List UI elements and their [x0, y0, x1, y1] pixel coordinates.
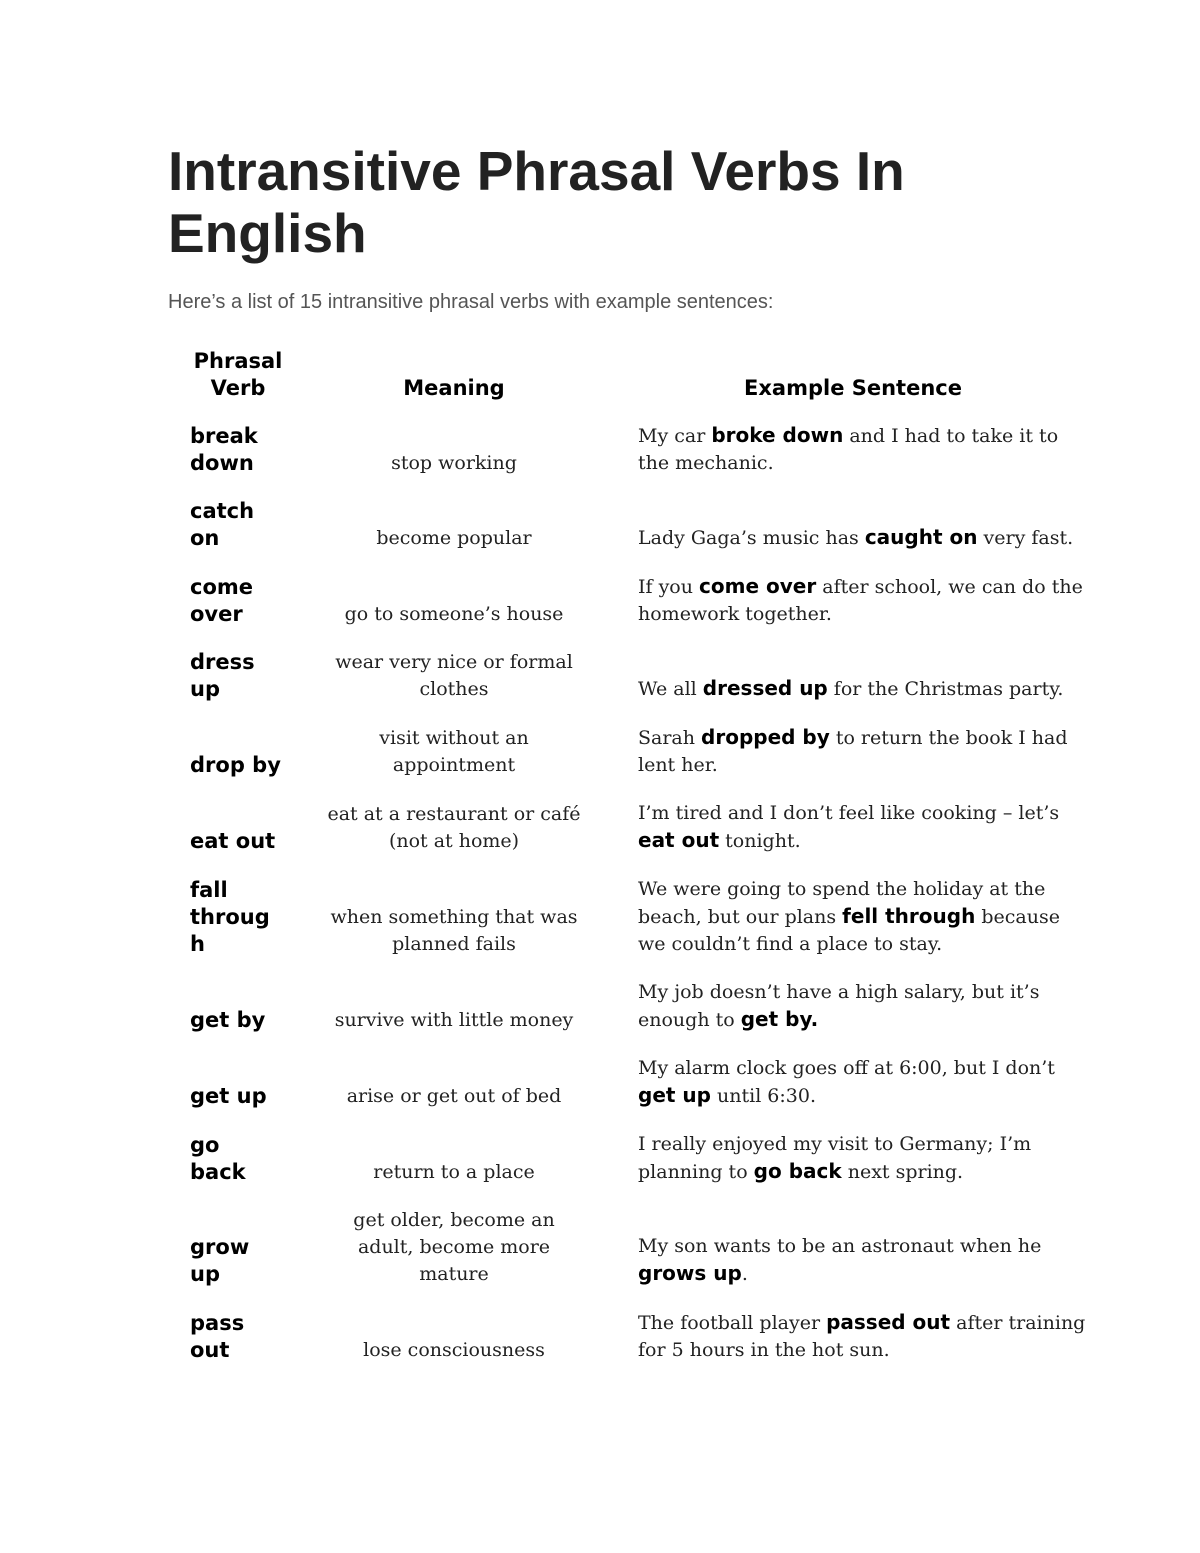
- example-cell: [614, 979, 1092, 1055]
- verb-cell: [182, 498, 294, 573]
- meaning-cell: [294, 1131, 614, 1207]
- example-text: [638, 573, 1092, 628]
- example-phrasal-verb: dropped by: [701, 725, 830, 749]
- header-phrasal-verb: [182, 348, 294, 422]
- example-after: because we couldn’t find a place to stay.: [638, 906, 1060, 955]
- example-cell: [614, 1055, 1092, 1131]
- header-phrasal-verb-label: Phrasal Verb: [193, 349, 283, 400]
- example-after: .: [741, 1263, 748, 1285]
- example-phrasal-verb: eat out: [638, 828, 720, 852]
- verb-text: pass out: [190, 1311, 245, 1362]
- example-before: We all: [638, 678, 703, 700]
- table-row: [182, 800, 1092, 876]
- verb-text: get by: [190, 1008, 266, 1032]
- verb-text: fall through: [190, 878, 270, 956]
- page-title: Intransitive Phrasal Verbs In English: [168, 140, 905, 264]
- example-text: [638, 979, 1092, 1034]
- meaning-text: visit without an appointment: [379, 727, 529, 776]
- example-text: [638, 876, 1092, 958]
- verb-cell: [182, 979, 294, 1055]
- example-cell: [614, 800, 1092, 876]
- verb-text: break down: [190, 424, 258, 475]
- example-after: tonight.: [719, 830, 801, 852]
- example-phrasal-verb: broke down: [711, 423, 844, 447]
- example-before: I’m tired and I don’t feel like cooking – let’s: [638, 802, 1060, 824]
- example-text: [638, 724, 1092, 779]
- verb-cell: [182, 724, 294, 800]
- example-cell: [614, 1131, 1092, 1207]
- verb-cell: [182, 800, 294, 876]
- meaning-text: go to someone’s house: [344, 603, 564, 625]
- example-before: If you: [638, 576, 700, 598]
- example-text: [638, 675, 1092, 703]
- example-before: We were going to spend the holiday at the beach, but our plans: [638, 878, 1046, 928]
- page-subtitle: Here’s a list of 15 intransitive phrasal verbs with example sentences:: [168, 291, 774, 313]
- table-row: [182, 573, 1092, 649]
- meaning-cell: [294, 724, 614, 800]
- table-row: [182, 979, 1092, 1055]
- meaning-text: wear very nice or formal clothes: [335, 651, 573, 700]
- example-before: I really enjoyed my visit to Germany; I’m planning to: [638, 1133, 1032, 1183]
- example-cell: [614, 1309, 1092, 1385]
- verb-text: come over: [190, 575, 253, 626]
- example-phrasal-verb: fell through: [842, 904, 976, 928]
- example-text: [638, 524, 1092, 552]
- example-phrasal-verb: go back: [753, 1159, 842, 1183]
- example-text: [638, 1233, 1092, 1288]
- example-phrasal-verb: come over: [699, 574, 817, 598]
- example-cell: [614, 498, 1092, 573]
- table-row: [182, 649, 1092, 724]
- table-row: [182, 1309, 1092, 1385]
- table-row: [182, 422, 1092, 498]
- example-cell: [614, 724, 1092, 800]
- document-page: [168, 140, 1088, 1385]
- verb-cell: [182, 422, 294, 498]
- example-cell: [614, 876, 1092, 979]
- table-header-row: [182, 348, 1092, 422]
- meaning-text: stop working: [391, 452, 517, 474]
- verb-text: grow up: [190, 1235, 250, 1286]
- example-before: My alarm clock goes off at 6:00, but I don’t: [638, 1057, 1055, 1079]
- header-example-sentence: Example Sentence: [744, 376, 962, 400]
- verb-cell: [182, 876, 294, 979]
- meaning-cell: [294, 1309, 614, 1385]
- example-phrasal-verb: caught on: [864, 525, 978, 549]
- example-before: My car: [638, 425, 712, 447]
- example-after: until 6:30.: [710, 1085, 817, 1107]
- meaning-text: survive with little money: [334, 1009, 574, 1031]
- example-text: [638, 422, 1092, 477]
- example-before: My job doesn’t have a high salary, but it’s enough to: [638, 981, 1040, 1031]
- example-cell: [614, 649, 1092, 724]
- example-after: next spring.: [841, 1161, 964, 1183]
- table-row: [182, 498, 1092, 573]
- example-before: My son wants to be an astronaut when he: [638, 1235, 1042, 1257]
- example-before: The football player: [638, 1312, 827, 1334]
- verb-text: dress up: [190, 650, 255, 701]
- example-phrasal-verb: passed out: [826, 1310, 951, 1334]
- verb-text: drop by: [190, 753, 281, 777]
- example-before: Sarah: [638, 727, 702, 749]
- verb-text: go back: [190, 1133, 246, 1184]
- meaning-cell: [294, 649, 614, 724]
- example-text: [638, 1131, 1092, 1186]
- table-row: [182, 1055, 1092, 1131]
- example-phrasal-verb: grows up: [638, 1261, 742, 1285]
- meaning-cell: [294, 800, 614, 876]
- verb-cell: [182, 1207, 294, 1309]
- meaning-cell: [294, 876, 614, 979]
- example-after: and I had to take it to the mechanic.: [638, 425, 1059, 474]
- example-after: very fast.: [977, 527, 1074, 549]
- table-row: [182, 724, 1092, 800]
- meaning-text: arise or get out of bed: [346, 1085, 562, 1107]
- example-cell: [614, 573, 1092, 649]
- meaning-text: become popular: [376, 527, 532, 549]
- example-after: for the Christmas party.: [827, 678, 1064, 700]
- verb-cell: [182, 649, 294, 724]
- table-header: [182, 348, 1092, 422]
- example-cell: [614, 1207, 1092, 1309]
- meaning-cell: [294, 573, 614, 649]
- verb-cell: [182, 1131, 294, 1207]
- meaning-cell: [294, 498, 614, 573]
- meaning-text: get older, become an adult, become more mature: [353, 1209, 555, 1285]
- table-row: [182, 1207, 1092, 1309]
- example-cell: [614, 422, 1092, 498]
- example-after: after school, we can do the homework together.: [638, 576, 1083, 625]
- example-after: after training for 5 hours in the hot sun.: [638, 1312, 1086, 1361]
- verb-text: catch on: [190, 499, 255, 550]
- phrasal-verbs-table: [182, 348, 1092, 1385]
- table-body: [182, 422, 1092, 1385]
- verb-text: eat out: [190, 829, 276, 853]
- example-text: [638, 800, 1092, 855]
- verb-text: get up: [190, 1084, 267, 1108]
- example-phrasal-verb: get by.: [740, 1007, 819, 1031]
- meaning-cell: [294, 979, 614, 1055]
- meaning-text: return to a place: [373, 1161, 535, 1183]
- example-phrasal-verb: get up: [638, 1083, 711, 1107]
- header-meaning: Meaning: [403, 376, 505, 400]
- verb-cell: [182, 573, 294, 649]
- example-after: to return the book I had lent her.: [638, 727, 1068, 776]
- table-row: [182, 876, 1092, 979]
- meaning-cell: [294, 422, 614, 498]
- table-row: [182, 1131, 1092, 1207]
- meaning-cell: [294, 1055, 614, 1131]
- verb-cell: [182, 1055, 294, 1131]
- example-text: [638, 1309, 1092, 1364]
- meaning-text: lose consciousness: [363, 1339, 545, 1361]
- meaning-text: eat at a restaurant or café (not at home): [327, 803, 581, 852]
- verb-cell: [182, 1309, 294, 1385]
- meaning-text: when something that was planned fails: [330, 906, 578, 955]
- example-phrasal-verb: dressed up: [702, 676, 828, 700]
- example-text: [638, 1055, 1092, 1110]
- example-before: Lady Gaga’s music has: [638, 527, 865, 549]
- meaning-cell: [294, 1207, 614, 1309]
